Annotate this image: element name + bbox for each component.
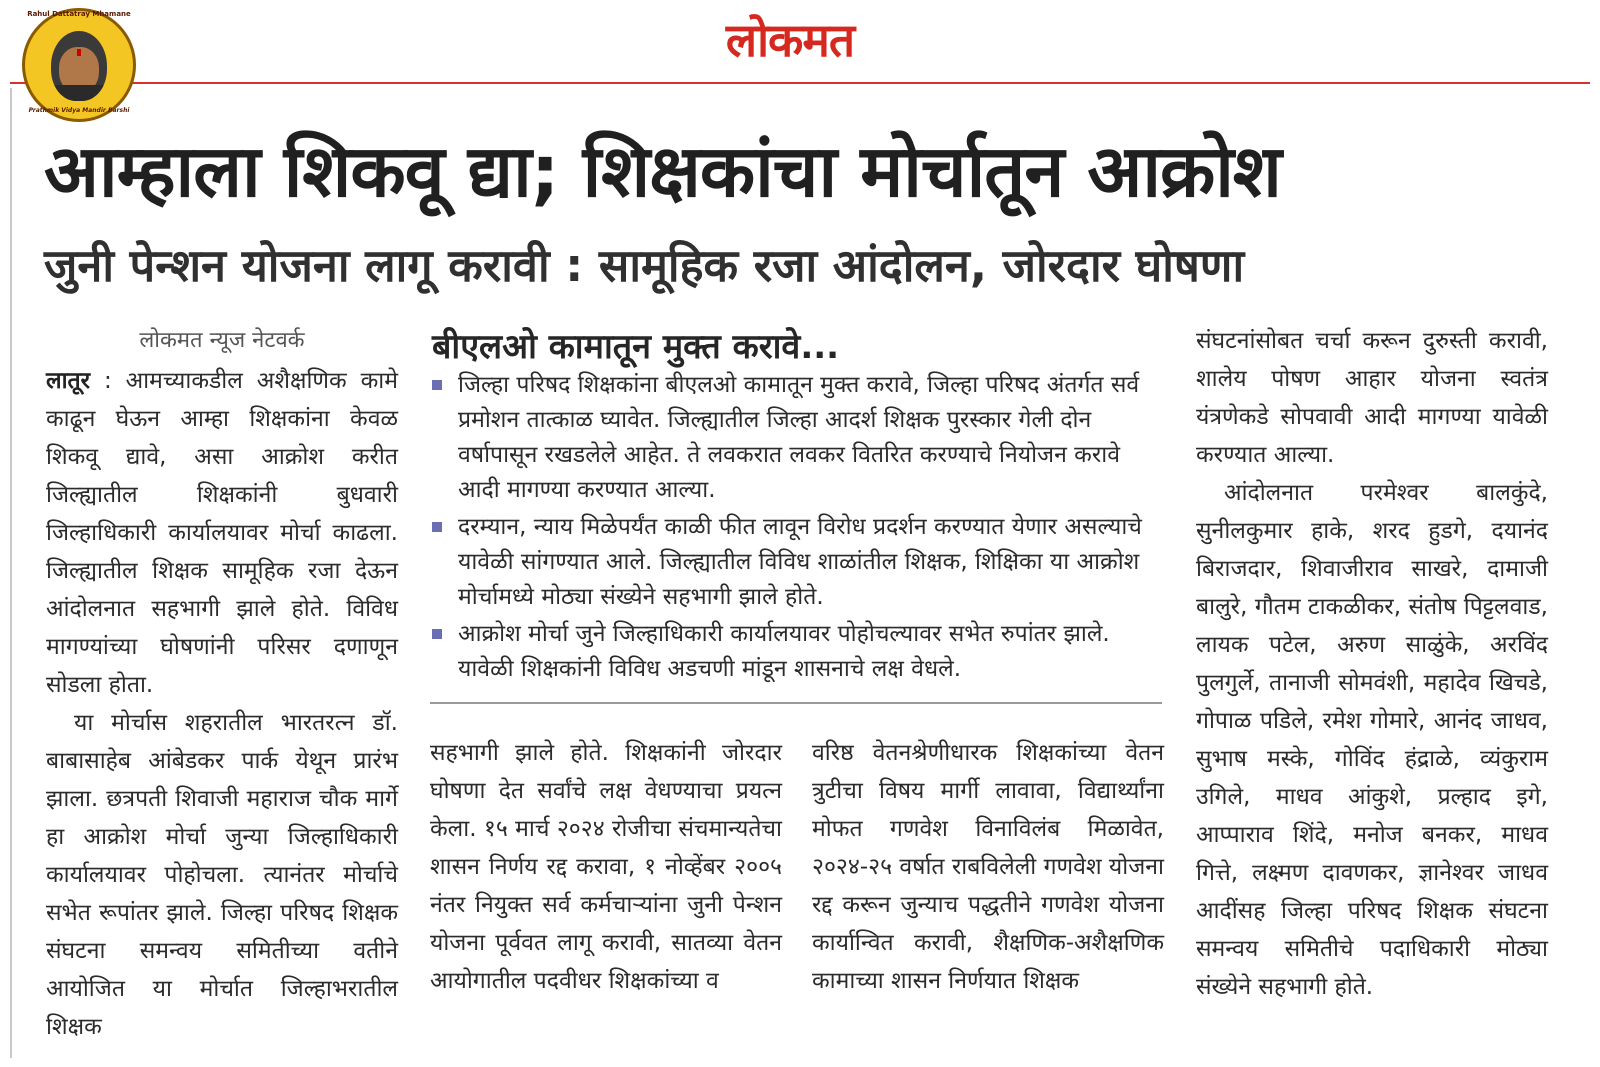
newspaper-logo: लोकमत	[725, 13, 855, 67]
badge-school: Prathmik Vidya Mandir Barshi	[28, 107, 130, 114]
subheadline: जुनी पेन्शन योजना लागू करावी : सामूहिक रजा आंदोलन, जोरदार घोषणा	[44, 239, 1245, 292]
demands-box	[430, 368, 1150, 689]
page-border	[10, 88, 12, 1058]
lead-paragraph	[46, 362, 398, 704]
bullet-item: दरम्यान, न्याय मिळेपर्यंत काळी फीत लावून विरोध प्रदर्शन करण्यात येणार असल्याचे यावेळी सांगण्यात आले. जिल्ह्यातील विविध शाळांतील शिक्षक, शिक्षिका या आक्रोश मोर्चामध्ये मोठ्या संख्येने सहभागी झाले होते.	[430, 510, 1150, 615]
bullet-item: जिल्हा परिषद शिक्षकांना बीएलओ कामातून मुक्त करावे, जिल्हा परिषद अंतर्गत सर्व प्रमोशन तात्काळ घ्यावेत. जिल्ह्यातील जिल्हा आदर्श शिक्षक पुरस्कार गेली दोन वर्षापासून रखडलेले आहेत. ते लवकरात लवकर वितरित करण्याचे नियोजन करावे आदी मागण्या करण्यात आल्या.	[430, 368, 1150, 508]
badge-name: Rahul Dattatray Mhamane	[27, 10, 131, 18]
avatar	[51, 31, 107, 101]
dateline: लातूर	[46, 368, 91, 394]
byline: लोकमत न्यूज नेटवर्क	[139, 328, 305, 353]
article-column-4	[1196, 322, 1548, 1006]
headline: आम्हाला शिकवू द्या; शिक्षकांचा मोर्चातून आक्रोश	[44, 129, 1281, 213]
paragraph: सहभागी झाले होते. शिक्षकांनी जोरदार घोषणा देत सर्वांचे लक्ष वेधण्याचा प्रयत्न केला. १५ मार्च २०२४ रोजीचा संचमान्यतेचा शासन निर्णय रद्द करावा, १ नोव्हेंबर २००५ नंतर नियुक्त सर्व कर्मचाऱ्यांना जुनी पेन्शन योजना पूर्ववत लागू करावी, सातव्या वेतन आयोगातील पदवीधर शिक्षकांच्या व	[430, 740, 782, 994]
paragraph: संघटनांसोबत चर्चा करून दुरुस्ती करावी, शालेय पोषण आहार योजना स्वतंत्र यंत्रणेकडे सोपवावी आदी मागण्या यावेळी करण्यात आल्या.	[1196, 328, 1548, 468]
bullet-square-icon	[432, 629, 442, 639]
article-column-2	[430, 734, 782, 1000]
box-divider	[430, 702, 1162, 704]
paragraph: वरिष्ठ वेतनश्रेणीधारक शिक्षकांच्या वेतन त्रुटीचा विषय मार्गी लावावा, विद्यार्थ्यांना मोफत गणवेश विनाविलंब मिळावेत, २०२४-२५ वर्षात राबविलेली गणवेश योजना रद्द करून जुन्याच पद्धतीने गणवेश योजना कार्यान्वित करावी, शैक्षणिक-अशैक्षणिक कामाच्या शासन निर्णयात शिक्षक	[812, 740, 1164, 994]
article-column-3	[812, 734, 1164, 1000]
participants-paragraph: आंदोलनात परमेश्वर बालकुंदे, सुनीलकुमार हाके, शरद हुडगे, दयानंद बिराजदार, शिवाजीराव साखरे, दामाजी बालुरे, गौतम टाकळीकर, संतोष पिट्टलवाड, लायक पटेल, अरुण साळुंके, अरविंद पुलगुर्ले, तानाजी सोमवंशी, महादेव खिचडे, गोपाळ पडिले, रमेश गोमारे, आनंद जाधव, सुभाष मस्के, गोविंद हंद्राळे, व्यंकुराम उगिले, माधव आंकुशे, प्रल्हाद इगे, आप्पाराव शिंदे, मनोज बनकर, माधव गित्ते, लक्ष्मण दावणकर, ज्ञानेश्वर जाधव आदींसह जिल्हा परिषद शिक्षक संघटना समन्वय समितीचे पदाधिकारी मोठ्या संख्येने सहभागी होते.	[1196, 480, 1548, 1000]
bullet-item: आक्रोश मोर्चा जुने जिल्हाधिकारी कार्यालयावर पोहोचल्यावर सभेत रुपांतर झाले. यावेळी शिक्षकांनी विविध अडचणी मांडून शासनाचे लक्ष वेधले.	[430, 617, 1150, 687]
bullet-square-icon	[432, 380, 442, 390]
article-column-1	[46, 322, 398, 1046]
bullet-square-icon	[432, 522, 442, 532]
box-title: बीएलओ कामातून मुक्त करावे...	[432, 327, 840, 367]
author-badge	[22, 8, 136, 122]
masthead-rule	[10, 82, 1590, 84]
lead-text: : आमच्याकडील अशैक्षणिक कामे काढून घेऊन आम्हा शिक्षकांना केवळ शिकवू द्यावे, असा आक्रोश करीत जिल्ह्यातील शिक्षकांनी बुधवारी जिल्हाधिकारी कार्यालयावर मोर्चा काढला. जिल्ह्यातील शिक्षक सामूहिक रजा देऊन आंदोलनात सहभागी झाले होते. विविध मागण्यांच्या घोषणांनी परिसर दणाणून सोडला होता.	[46, 368, 398, 698]
paragraph: या मोर्चास शहरातील भारतरत्न डॉ. बाबासाहेब आंबेडकर पार्क येथून प्रारंभ झाला. छत्रपती शिवाजी महाराज चौक मार्गे हा आक्रोश मोर्चा जुन्या जिल्हाधिकारी कार्यालयावर पोहोचला. त्यानंतर मोर्चाचे सभेत रूपांतर झाले. जिल्हा परिषद शिक्षक संघटना समन्वय समितीच्या वतीने आयोजित या मोर्चात जिल्हाभरातील शिक्षक	[46, 710, 398, 1040]
